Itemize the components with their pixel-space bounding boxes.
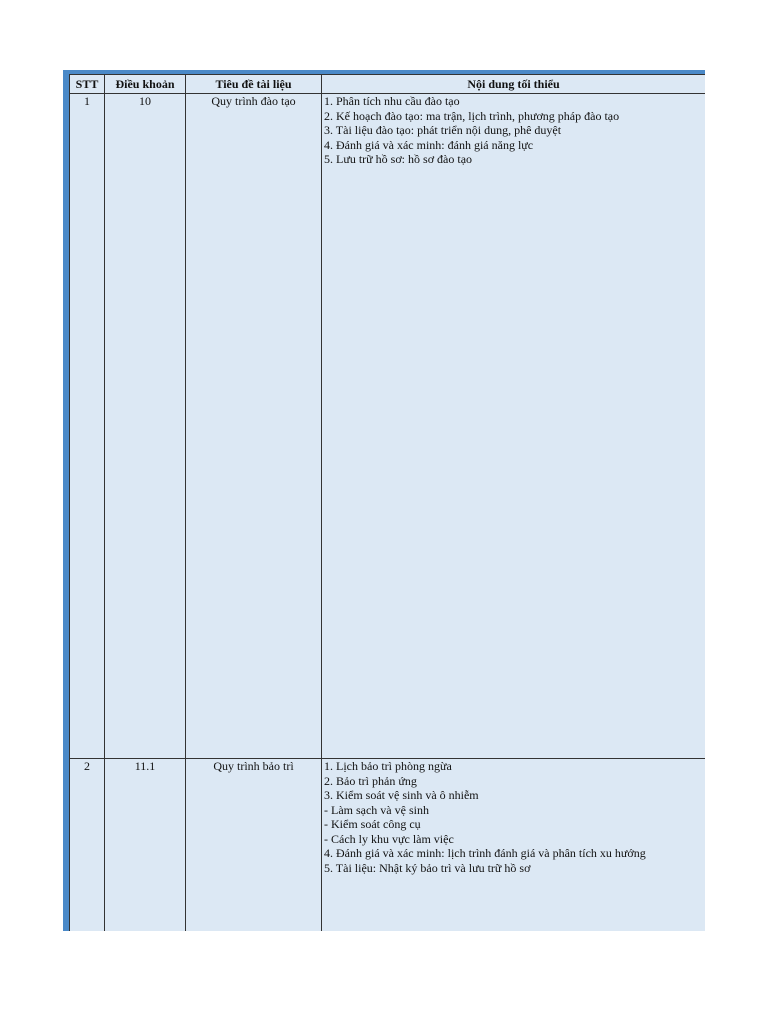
cell-minimum-content [322,94,706,759]
table-row [70,759,706,932]
content-line: 2. Bảo trì phản ứng [324,773,417,788]
header-stt: STT [70,75,105,94]
header-document-title: Tiêu đề tài liệu [186,75,322,94]
content-line: 5. Tài liệu: Nhật ký bảo trì và lưu trữ hồ sơ [324,860,531,875]
cell-minimum-content [322,759,706,932]
content-line: 3. Tài liệu đào tạo: phát triển nội dung, phê duyệt [324,123,562,137]
cell-stt: 2 [70,759,105,932]
cell-clause: 11.1 [105,759,186,932]
cell-document-title: Quy trình đào tạo [186,94,322,759]
content-line: 3. Kiểm soát vệ sinh và ô nhiễm [324,788,479,802]
content-line: 1. Lịch bảo trì phòng ngừa [324,759,452,773]
content-line: - Làm sạch và vệ sinh [324,802,429,817]
content-line: 1. Phân tích nhu cầu đào tạo [324,94,460,108]
requirements-table [69,74,705,931]
cell-clause: 10 [105,94,186,759]
cell-stt: 1 [70,94,105,759]
content-line: 4. Đánh giá và xác minh: đánh giá năng lực [324,137,534,152]
content-line: - Cách ly khu vực làm việc [324,831,454,846]
content-line: 2. Kế hoạch đào tạo: ma trận, lịch trình, phương pháp đào tạo [324,108,620,123]
table-header-row [70,75,706,94]
header-clause: Điều khoản [105,75,186,94]
header-minimum-content: Nội dung tối thiểu [322,75,706,94]
content-line: 4. Đánh giá và xác minh: lịch trình đánh giá và phân tích xu hướng [324,846,646,860]
content-line: - Kiểm soát công cụ [324,817,421,831]
spreadsheet-area [63,70,705,931]
cell-document-title: Quy trình bảo trì [186,759,322,932]
content-line: 5. Lưu trữ hồ sơ: hồ sơ đào tạo [324,152,473,166]
table-row [70,94,706,759]
